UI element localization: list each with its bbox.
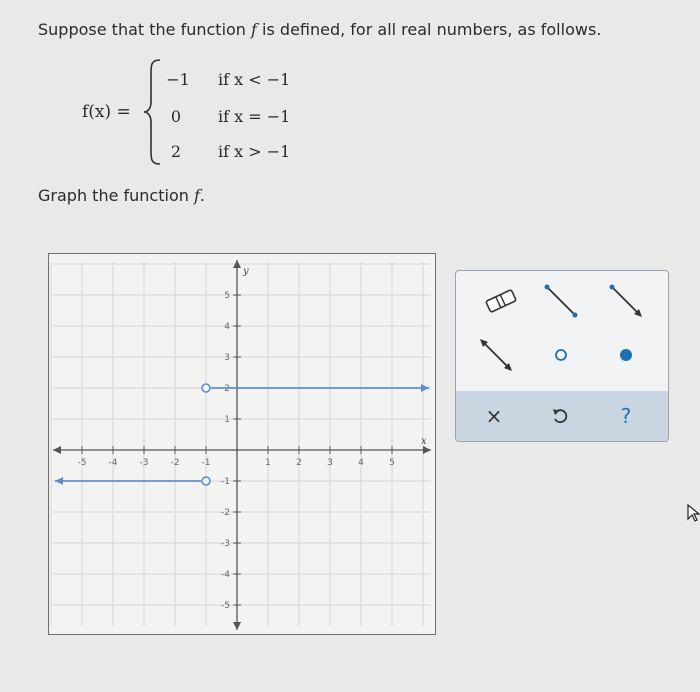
x-tick-label: -1	[201, 458, 211, 468]
closed-point-icon	[616, 345, 636, 365]
x-tick-label: -4	[108, 458, 118, 468]
case-condition-2: if x = −1	[218, 107, 291, 126]
line-segment-tool-icon	[541, 283, 581, 319]
x-axis-label: x	[421, 436, 427, 447]
x-axis-arrow-left	[53, 446, 61, 454]
case-condition-3: if x > −1	[218, 142, 291, 161]
x-tick-label: -2	[170, 458, 180, 468]
y-tick-label: -3	[221, 539, 230, 549]
instruction	[38, 186, 205, 205]
problem-intro-after: is defined, for all real numbers, as follows.	[256, 20, 602, 39]
line-tool[interactable]	[466, 333, 526, 377]
x-tick-label: -3	[139, 458, 149, 468]
x-tick-label: 1	[265, 458, 271, 468]
y-tick-label: 1	[224, 415, 230, 425]
x-tick-label: -5	[77, 458, 87, 468]
clear-icon: ×	[485, 404, 503, 428]
y-tick-label: 5	[224, 291, 230, 301]
line-segment-tool[interactable]	[531, 279, 591, 323]
plotted-ray-arrow-1	[421, 384, 429, 392]
undo-button[interactable]	[531, 394, 591, 438]
clear-button[interactable]	[464, 394, 524, 438]
eraser-tool[interactable]	[471, 279, 531, 323]
case-condition-1: if x < −1	[218, 70, 291, 89]
problem-intro-var: f	[251, 20, 257, 39]
y-tick-label: -4	[221, 570, 230, 580]
y-tick-label: -1	[221, 477, 230, 487]
mouse-cursor-icon	[686, 503, 700, 523]
open-point-tool[interactable]	[531, 333, 591, 377]
open-point-icon	[551, 345, 571, 365]
problem-intro-before: Suppose that the function	[38, 20, 252, 39]
x-axis-arrow	[423, 446, 431, 454]
open-endpoint-2	[202, 477, 210, 485]
function-lhs: f(x) =	[82, 102, 131, 122]
x-tick-label: 3	[327, 458, 333, 468]
eraser-icon	[481, 286, 521, 316]
undo-icon	[550, 405, 572, 427]
x-tick-label: 5	[389, 458, 395, 468]
x-tick-label: 4	[358, 458, 364, 468]
y-tick-label: 2	[224, 384, 230, 394]
y-axis-label: y	[243, 266, 249, 277]
instruction-var: f	[193, 186, 200, 205]
y-tick-label: -2	[221, 508, 230, 518]
graph-canvas[interactable]	[49, 254, 435, 634]
instruction-after: .	[199, 186, 205, 205]
graph-canvas-frame[interactable]	[48, 253, 436, 635]
help-button[interactable]	[596, 394, 656, 438]
graph-toolbox	[455, 270, 669, 442]
help-icon: ?	[620, 404, 632, 428]
y-tick-label: 3	[224, 353, 230, 363]
case-value-2: 0	[170, 107, 182, 126]
closed-point-tool[interactable]	[596, 333, 656, 377]
ray-tool[interactable]	[596, 279, 656, 323]
y-tick-label: -5	[221, 601, 230, 611]
y-axis-arrow-bottom	[233, 622, 241, 630]
x-tick-label: 2	[296, 458, 302, 468]
instruction-before: Graph the function	[38, 186, 194, 205]
problem-statement	[38, 20, 601, 39]
line-tool-icon	[476, 337, 516, 373]
case-value-3: 2	[170, 142, 182, 161]
y-tick-label: 4	[224, 322, 230, 332]
plotted-ray-arrow-2	[55, 477, 63, 485]
ray-tool-icon	[606, 283, 646, 319]
case-value-1: −1	[166, 70, 190, 89]
open-endpoint-1	[202, 384, 210, 392]
